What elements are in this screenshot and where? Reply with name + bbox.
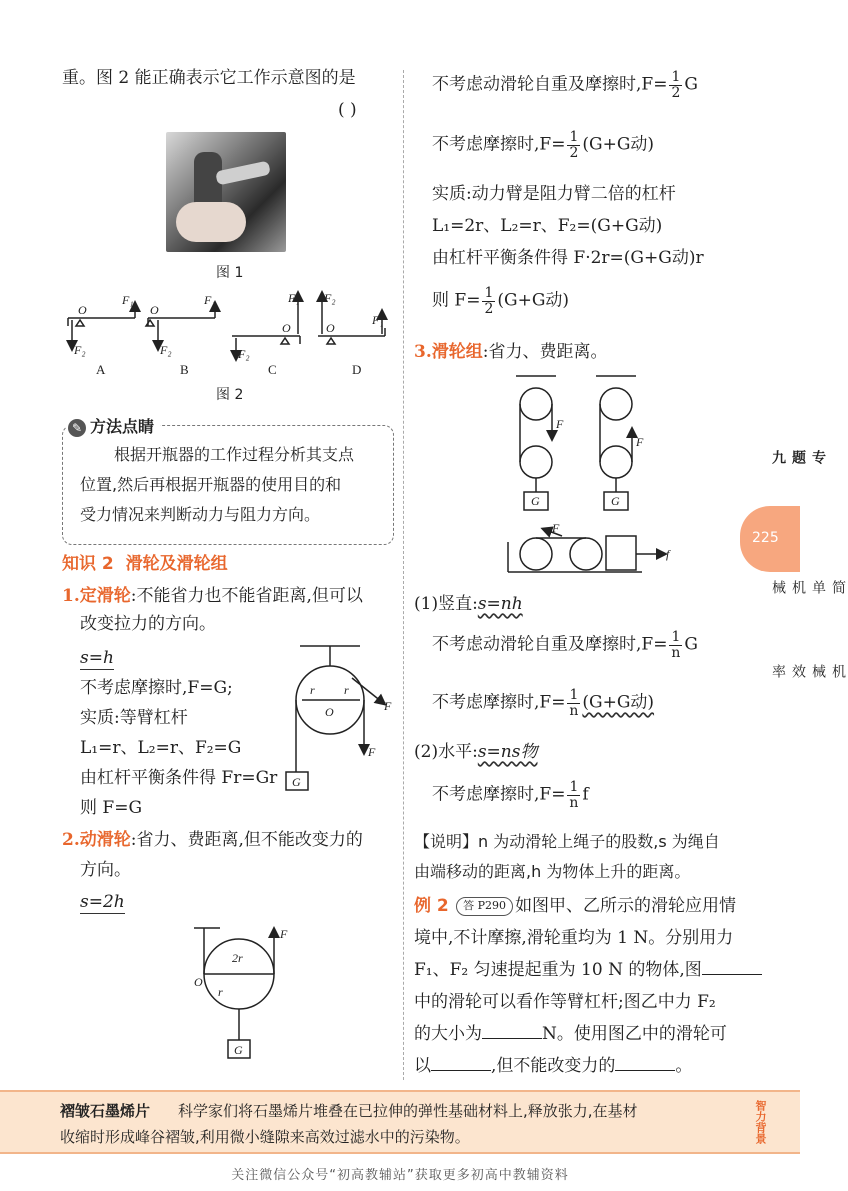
page-number-tab — [740, 506, 800, 572]
svg-text:F₁: F₁ — [372, 313, 384, 327]
svg-text:O: O — [325, 705, 334, 719]
answer-ref-badge: 答 P290 — [456, 897, 513, 916]
svg-text:F₂: F₂ — [160, 343, 172, 357]
column-divider — [403, 70, 404, 1080]
fixed-pulley-diagram — [280, 642, 400, 792]
svg-text:f: f — [666, 547, 670, 561]
note-line-1: 【说明】n 为动滑轮上绳子的股数,s 为绳自 — [414, 832, 720, 851]
note-line-2: 由端移动的距离,h 为物体上升的距离。 — [414, 862, 691, 881]
horizontal-s-formula: s=ns物 — [477, 742, 538, 762]
answer-bracket: ( ) — [338, 100, 357, 120]
footer-title: 褶皱石墨烯片 — [60, 1102, 151, 1120]
footer-banner — [0, 1090, 800, 1154]
svg-text:G: G — [531, 494, 540, 508]
example-line-3: F₁、F₂ 匀速提起重为 10 N 的物体,图 — [414, 958, 762, 984]
horizontal-formula: 不考虑摩擦时,F= $\frac{1}{n}$ f — [432, 779, 589, 811]
svg-text:F₂: F₂ — [324, 291, 336, 305]
svg-text:F: F — [636, 435, 644, 449]
answer-blank-1[interactable] — [702, 958, 762, 975]
page-number: 225 — [752, 530, 779, 546]
vertical-s-formula: s=nh — [477, 594, 523, 614]
method-tip-title-wrap — [66, 414, 160, 437]
example-line-2: 境中,不计摩擦,滑轮重均为 1 N。分别用力 — [414, 928, 734, 948]
svg-text:r: r — [344, 683, 349, 697]
fig2-option-d: D — [352, 362, 362, 377]
fixed-line-result: 则 F=G — [80, 798, 143, 818]
example-line-1: 例 2 答 P290 如图甲、乙所示的滑轮应用情 — [414, 896, 737, 916]
footer-badge: 智力背景 — [754, 1100, 767, 1144]
example-line-5: 的大小为 N。使用图乙中的滑轮可 — [414, 1024, 727, 1044]
svg-text:O: O — [194, 975, 203, 989]
fixed-pulley-name: 定滑轮 — [79, 586, 131, 606]
fig2-diagrams — [60, 288, 400, 380]
knowledge-title: 滑轮及滑轮组 — [125, 554, 228, 574]
svg-text:G: G — [292, 775, 301, 789]
fixed-line-essence: 实质:等臂杠杆 — [80, 708, 188, 728]
knowledge-label: 知识 2 — [62, 554, 114, 574]
knowledge-heading — [62, 552, 228, 578]
svg-text:O: O — [150, 303, 159, 317]
footer-text-2: 收缩时形成峰谷褶皱,利用微小缝隙来高效过滤水中的污染物。 — [60, 1128, 470, 1146]
fig2-caption: 图 2 — [216, 387, 244, 403]
tip-line-2: 位置,然后再根据开瓶器的使用目的和 — [80, 475, 342, 494]
movable-formula-2: 不考虑摩擦时,F= $\frac{1}{2}$ (G+G动) — [432, 129, 655, 161]
movable-pulley-line2: 方向。 — [80, 860, 131, 880]
chapter-label: 专题九 — [770, 450, 826, 464]
example-line-6: 以 ,但不能改变力的 。 — [414, 1056, 693, 1076]
fig1-photo — [166, 132, 286, 252]
bottom-note: 关注微信公众号“初高教辅站”获取更多初高中教辅资料 — [231, 1168, 569, 1183]
answer-blank-4[interactable] — [615, 1054, 675, 1071]
svg-text:F: F — [384, 699, 392, 713]
svg-text:F₁: F₁ — [288, 291, 300, 305]
svg-text:O: O — [78, 303, 87, 317]
pulley-group-horizontal-diagram — [502, 522, 682, 582]
svg-text:F: F — [368, 745, 376, 759]
movable-pulley-line1: 2.动滑轮:省力、费距离,但不能改变力的 — [62, 830, 363, 850]
example-line-4: 中的滑轮可以看作等臂杠杆;图乙中力 F₂ — [414, 992, 716, 1012]
svg-text:F₂: F₂ — [74, 343, 86, 357]
vertical-formula-2: 不考虑摩擦时,F= $\frac{1}{n}$ (G+G动) — [432, 687, 655, 719]
horizontal-label: (2)水平:s=ns物 — [414, 742, 538, 762]
fixed-line-balance: 由杠杆平衡条件得 Fr=Gr — [80, 768, 278, 788]
tip-line-3: 受力情况来判断动力与阻力方向。 — [80, 505, 321, 524]
pulley-group-line: 3.滑轮组:省力、费距离。 — [414, 342, 608, 362]
fig2-option-b: B — [180, 362, 189, 377]
movable-s-formula: s=2h — [80, 892, 125, 912]
svg-text:F: F — [552, 521, 560, 535]
svg-text:F: F — [556, 417, 564, 431]
fixed-line-friction: 不考虑摩擦时,F=G; — [80, 678, 233, 698]
vertical-label: (1)竖直:s=nh — [414, 594, 523, 614]
svg-text:2r: 2r — [232, 951, 243, 965]
svg-text:F₁: F₁ — [204, 293, 216, 307]
pencil-icon: ✎ — [68, 419, 86, 437]
fig2-option-c: C — [268, 362, 277, 377]
method-tip-title: 方法点睛 — [90, 417, 155, 436]
fig2-option-a: A — [96, 362, 106, 377]
movable-essence: 实质:动力臂是阻力臂二倍的杠杆 — [432, 184, 676, 204]
topic-label-1: 简单机械 — [770, 580, 846, 594]
svg-text:G: G — [234, 1043, 243, 1057]
fixed-pulley-line1: 1.定滑轮:不能省力也不能省距离,但可以 — [62, 586, 363, 606]
footer-text-1: 科学家们将石墨烯片堆叠在已拉伸的弹性基础材料上,释放张力,在基材 — [178, 1102, 638, 1120]
fixed-s-formula: s=h — [80, 648, 114, 668]
answer-blank-3[interactable] — [431, 1054, 491, 1071]
movable-pulley-name: 动滑轮 — [79, 830, 131, 850]
topic-label-2: 机械效率 — [770, 664, 846, 678]
fixed-line-arms: L₁=r、L₂=r、F₂=G — [80, 738, 242, 758]
svg-text:r: r — [310, 683, 315, 697]
fixed-pulley-line2: 改变拉力的方向。 — [80, 614, 216, 634]
movable-result: 则 F= $\frac{1}{2}$ (G+G动) — [432, 285, 570, 317]
svg-text:F₂: F₂ — [238, 347, 250, 361]
intro-line: 重。图 2 能正确表示它工作示意图的是 — [62, 68, 356, 88]
pulley-group-vertical-diagram — [500, 372, 660, 512]
svg-text:F₁: F₁ — [122, 293, 134, 307]
answer-blank-2[interactable] — [482, 1022, 542, 1039]
movable-formula-1: 不考虑动滑轮自重及摩擦时,F= $\frac{1}{2}$ G — [432, 69, 698, 101]
vertical-formula-1: 不考虑动滑轮自重及摩擦时,F= $\frac{1}{n}$ G — [432, 629, 698, 661]
pulley-group-name: 滑轮组 — [431, 342, 483, 362]
svg-text:G: G — [611, 494, 620, 508]
svg-text:r: r — [218, 985, 223, 999]
fig1-caption: 图 1 — [216, 265, 244, 281]
movable-pulley-diagram — [190, 922, 300, 1062]
svg-text:O: O — [282, 321, 291, 335]
movable-arms: L₁=2r、L₂=r、F₂=(G+G动) — [432, 216, 663, 236]
tip-line-1: 根据开瓶器的工作过程分析其支点 — [114, 445, 355, 464]
svg-text:F: F — [280, 927, 288, 941]
svg-text:O: O — [326, 321, 335, 335]
example-label: 例 2 — [414, 896, 449, 916]
movable-balance: 由杠杆平衡条件得 F·2r=(G+G动)r — [432, 248, 704, 268]
